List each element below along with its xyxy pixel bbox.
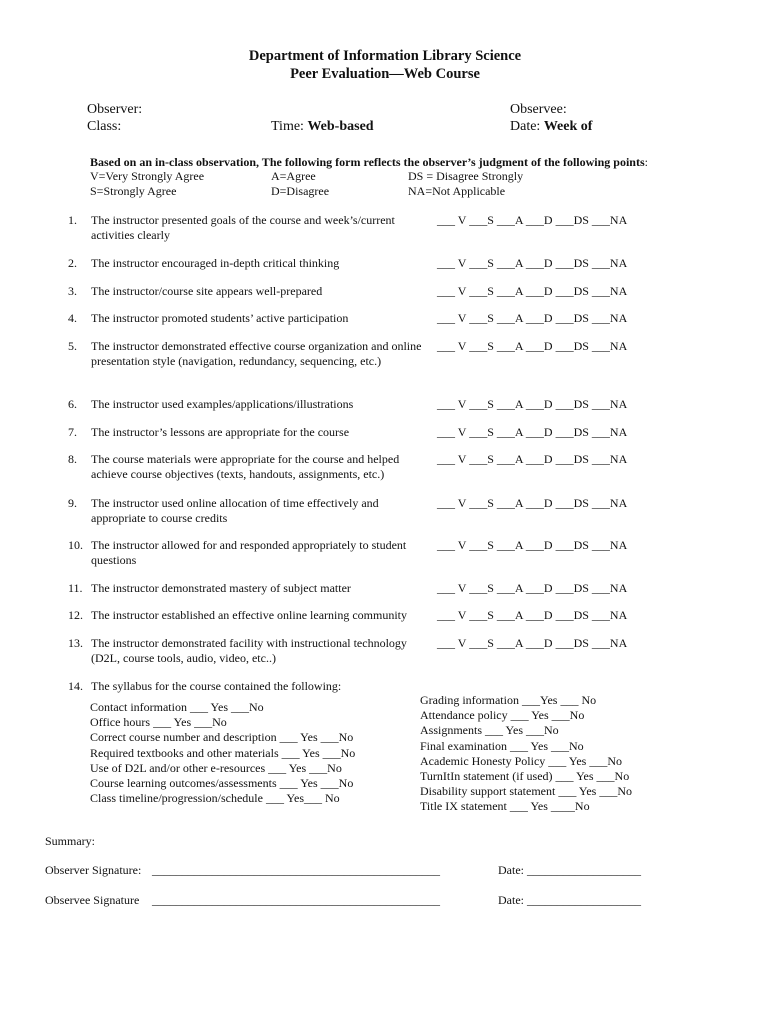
question-number: 12.	[68, 608, 83, 622]
rating-scale[interactable]: ___ V ___S ___A ___D ___DS ___NA	[437, 256, 628, 270]
question-text: The instructor used online allocation of time effectively and appropriate to course credits	[91, 496, 379, 525]
syllabus-item[interactable]: Class timeline/progression/schedule ___ Yes___ No	[90, 791, 340, 806]
observer-date-field[interactable]: Date: ___________________	[498, 863, 641, 877]
legend-agree: A=Agree	[271, 169, 316, 183]
syllabus-item[interactable]: Grading information ___Yes ___ No	[420, 693, 597, 707]
question-text: The instructor demonstrated mastery of subject matter	[91, 581, 351, 595]
question-number: 5.	[68, 339, 77, 353]
question-number: 13.	[68, 636, 83, 650]
rating-scale[interactable]: ___ V ___S ___A ___D ___DS ___NA	[437, 496, 628, 510]
question-text: The instructor used examples/applications/illustrations	[91, 397, 354, 411]
time-field	[271, 119, 374, 135]
syllabus-item[interactable]: Use of D2L and/or other e-resources ___ Yes ___No	[90, 760, 342, 775]
intro-colon: :	[644, 155, 648, 169]
syllabus-item[interactable]: Required textbooks and other materials ___ Yes ___No	[90, 745, 356, 760]
time-value: Web-based	[307, 119, 374, 134]
question-text: The instructor established an effective online learning community	[91, 608, 408, 622]
observer-label: Observer:	[87, 102, 143, 117]
legend-strongly-agree: S=Strongly Agree	[90, 184, 177, 198]
question-text: The instructor promoted students’ active participation	[91, 311, 349, 325]
observee-signature-label: Observee Signature	[45, 893, 140, 907]
question-number: 2.	[68, 256, 77, 270]
class-label: Class:	[87, 119, 122, 134]
syllabus-item[interactable]: TurnItIn statement (if used) ___ Yes ___No	[420, 769, 630, 784]
rating-scale[interactable]: ___ V ___S ___A ___D ___DS ___NA	[437, 538, 628, 552]
rating-scale[interactable]: ___ V ___S ___A ___D ___DS ___NA	[437, 425, 628, 439]
question-text: The instructor allowed for and responded appropriately to student questions	[91, 538, 407, 567]
syllabus-left-list	[90, 700, 355, 806]
rating-scale[interactable]: ___ V ___S ___A ___D ___DS ___NA	[437, 311, 628, 325]
observer-signature-line[interactable]: ________________________________________________	[152, 863, 440, 877]
summary-label: Summary:	[45, 834, 95, 848]
syllabus-item[interactable]: Attendance policy ___ Yes ___No	[420, 708, 585, 723]
observee-signature-line[interactable]: ________________________________________________	[152, 893, 440, 907]
syllabus-item[interactable]: Contact information ___ Yes ___No	[90, 700, 264, 714]
rating-scale[interactable]: ___ V ___S ___A ___D ___DS ___NA	[437, 452, 628, 466]
question-number: 9.	[68, 496, 77, 510]
syllabus-item[interactable]: Academic Honesty Policy ___ Yes ___No	[420, 753, 622, 768]
question-number: 10.	[68, 538, 83, 552]
question-text: The course materials were appropriate for the course and helped achieve course objectives (texts, handouts, assignments, etc.)	[91, 452, 400, 481]
legend-very-strongly-agree: V=Very Strongly Agree	[90, 169, 205, 183]
syllabus-item[interactable]: Title IX statement ___ Yes ____No	[420, 799, 590, 814]
form-title-peer-evaluation: Peer Evaluation—Web Course	[290, 66, 480, 82]
question-number: 3.	[68, 284, 77, 298]
legend-disagree: D=Disagree	[271, 184, 330, 198]
form-title-department: Department of Information Library Science	[248, 48, 522, 64]
question-number: 8.	[68, 452, 77, 466]
syllabus-right-list	[420, 693, 632, 815]
observee-label: Observee:	[510, 102, 567, 117]
question-text: The instructor’s lessons are appropriate for the course	[91, 425, 350, 439]
time-label: Time:	[271, 119, 304, 134]
observer-signature-label: Observer Signature:	[45, 863, 142, 877]
rating-scale[interactable]: ___ V ___S ___A ___D ___DS ___NA	[437, 213, 628, 227]
question-number: 14.	[68, 679, 83, 693]
intro-text	[90, 155, 648, 170]
intro-bold-text: Based on an in-class observation, The following form reflects the observer’s judgment of the following points	[90, 155, 645, 169]
date-value: Week of	[543, 119, 593, 134]
question-text: The instructor/course site appears well-prepared	[91, 284, 323, 298]
question-text: The instructor encouraged in-depth critical thinking	[91, 256, 340, 270]
syllabus-item[interactable]: Course learning outcomes/assessments ___ Yes ___No	[90, 776, 354, 791]
date-label: Date:	[510, 119, 541, 134]
syllabus-item[interactable]: Correct course number and description ___ Yes ___No	[90, 730, 354, 745]
syllabus-item[interactable]: Assignments ___ Yes ___No	[420, 723, 559, 738]
question-text: The instructor demonstrated facility with instructional technology (D2L, course tools, audio, video, etc..)	[91, 636, 407, 665]
question-number: 1.	[68, 213, 77, 227]
rating-scale[interactable]: ___ V ___S ___A ___D ___DS ___NA	[437, 284, 628, 298]
question-number: 11.	[68, 581, 83, 595]
question-text: The instructor demonstrated effective course organization and online presentation style (navigation, redundancy, sequencing, etc.)	[91, 339, 422, 368]
syllabus-item[interactable]: Office hours ___ Yes ___No	[90, 715, 227, 730]
syllabus-item[interactable]: Final examination ___ Yes ___No	[420, 738, 584, 753]
rating-scale[interactable]: ___ V ___S ___A ___D ___DS ___NA	[437, 339, 628, 353]
observee-date-field[interactable]: Date: ___________________	[498, 893, 641, 907]
question-number: 4.	[68, 311, 77, 325]
question-number: 6.	[68, 397, 77, 411]
date-field	[510, 119, 592, 135]
rating-scale[interactable]: ___ V ___S ___A ___D ___DS ___NA	[437, 581, 628, 595]
question-text: The instructor presented goals of the course and week’s/current activities clearly	[91, 213, 395, 242]
question-number: 7.	[68, 425, 77, 439]
rating-scale[interactable]: ___ V ___S ___A ___D ___DS ___NA	[437, 636, 628, 650]
legend-disagree-strongly: DS = Disagree Strongly	[408, 169, 524, 183]
syllabus-heading: The syllabus for the course contained the following:	[91, 679, 342, 693]
syllabus-item[interactable]: Disability support statement ___ Yes ___No	[420, 784, 632, 799]
rating-scale[interactable]: ___ V ___S ___A ___D ___DS ___NA	[437, 397, 628, 411]
legend-not-applicable: NA=Not Applicable	[408, 184, 506, 198]
rating-scale[interactable]: ___ V ___S ___A ___D ___DS ___NA	[437, 608, 628, 622]
